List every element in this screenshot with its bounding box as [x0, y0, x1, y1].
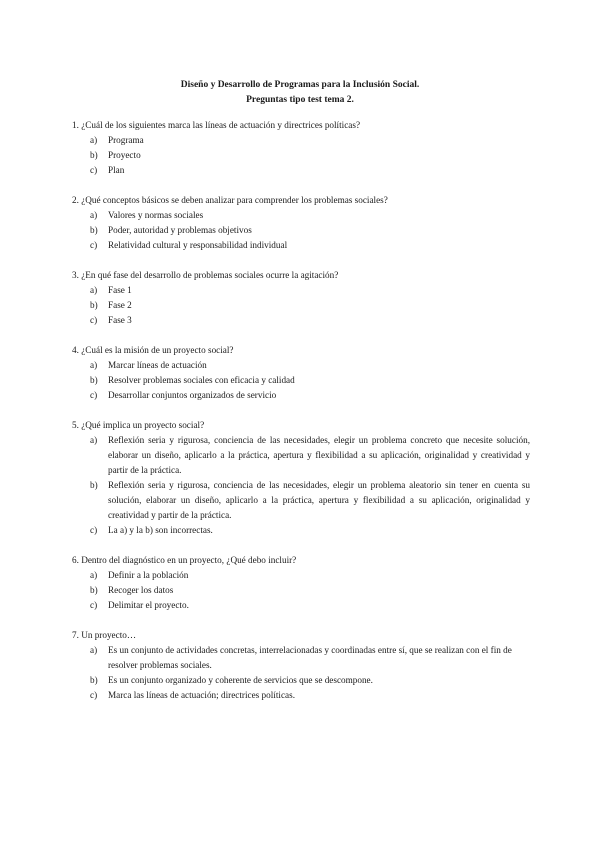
option-a — [72, 643, 530, 673]
option-a — [72, 133, 530, 148]
option-letter: a) — [90, 360, 98, 370]
question-list — [72, 118, 530, 718]
option-text: Resolver problemas sociales con eficacia y calidad — [108, 375, 295, 385]
option-list — [72, 133, 530, 178]
question-3 — [72, 268, 530, 328]
option-text: Programa — [108, 135, 144, 145]
option-letter: a) — [90, 285, 98, 295]
question-1 — [72, 118, 530, 178]
option-text: Es un conjunto de actividades concretas, interrelacionadas y coordinadas entre sí, que se realizan con el fin de resolver problemas sociales. — [108, 645, 512, 670]
option-b — [72, 583, 530, 598]
option-letter: c) — [90, 600, 98, 610]
option-text: Valores y normas sociales — [108, 210, 204, 220]
option-list — [72, 283, 530, 328]
option-letter: b) — [90, 300, 98, 310]
question-text: 4. ¿Cuál es la misión de un proyecto social? — [72, 345, 234, 355]
document-subtitle: Preguntas tipo test tema 2. — [246, 95, 354, 105]
option-text: Definir a la población — [108, 570, 189, 580]
option-letter: a) — [90, 210, 98, 220]
option-list — [72, 358, 530, 403]
question-text: 2. ¿Qué conceptos básicos se deben analizar para comprender los problemas sociales? — [72, 195, 388, 205]
option-b — [72, 673, 530, 688]
option-b — [72, 223, 530, 238]
option-text: Marca las líneas de actuación; directrices políticas. — [108, 690, 295, 700]
question-2 — [72, 193, 530, 253]
option-list — [72, 433, 530, 538]
option-letter: c) — [90, 240, 98, 250]
option-text: Plan — [108, 165, 125, 175]
option-text: Delimitar el proyecto. — [108, 600, 189, 610]
option-letter: b) — [90, 585, 98, 595]
option-text: Reflexión seria y rigurosa, conciencia de las necesidades, elegir un problema concreto que necesite solución, elaborar un diseño, aplicarlo a la práctica, apertura y flexibilidad a su aplicación, originalidad y creatividad y partir de la práctica. — [108, 435, 530, 475]
question-text: 6. Dentro del diagnóstico en un proyecto, ¿Qué debo incluir? — [72, 555, 297, 565]
option-a — [72, 208, 530, 223]
question-text: 3. ¿En qué fase del desarrollo de problemas sociales ocurre la agitación? — [72, 270, 339, 280]
option-list — [72, 208, 530, 253]
option-a — [72, 568, 530, 583]
option-letter: b) — [90, 225, 98, 235]
option-letter: c) — [90, 525, 98, 535]
question-7 — [72, 628, 530, 703]
option-b — [72, 298, 530, 313]
option-c — [72, 238, 530, 253]
option-letter: a) — [90, 570, 98, 580]
option-letter: b) — [90, 150, 98, 160]
option-text: Marcar líneas de actuación — [108, 360, 207, 370]
option-letter: a) — [90, 645, 98, 655]
option-c — [72, 598, 530, 613]
option-text: Fase 3 — [108, 315, 132, 325]
option-b — [72, 148, 530, 163]
question-text: 1. ¿Cuál de los siguientes marca las líneas de actuación y directrices políticas? — [72, 120, 361, 130]
option-c — [72, 523, 530, 538]
option-text: Reflexión seria y rigurosa, conciencia de las necesidades, elegir un problema aleatorio sin tener en cuenta su solución, elaborar un diseño, aplicarlo a la práctica, apertura y flexibilidad a su aplicación, originalidad y creatividad y partir de la práctica. — [108, 480, 530, 520]
option-text: Es un conjunto organizado y coherente de servicios que se descompone. — [108, 675, 373, 685]
option-a — [72, 433, 530, 478]
document-title: Diseño y Desarrollo de Programas para la Inclusión Social. — [180, 80, 420, 90]
option-c — [72, 388, 530, 403]
option-b — [72, 478, 530, 523]
option-text: Fase 2 — [108, 300, 132, 310]
option-list — [72, 643, 530, 703]
option-c — [72, 313, 530, 328]
option-text: La a) y la b) son incorrectas. — [108, 525, 213, 535]
option-letter: c) — [90, 390, 98, 400]
option-text: Recoger los datos — [108, 585, 174, 595]
option-letter: b) — [90, 480, 98, 490]
option-b — [72, 373, 530, 388]
option-c — [72, 163, 530, 178]
option-text: Proyecto — [108, 150, 141, 160]
question-5 — [72, 418, 530, 538]
option-a — [72, 283, 530, 298]
option-a — [72, 358, 530, 373]
option-text: Desarrollar conjuntos organizados de servicio — [108, 390, 277, 400]
question-text: 7. Un proyecto… — [72, 630, 137, 640]
option-text: Poder, autoridad y problemas objetivos — [108, 225, 252, 235]
question-4 — [72, 343, 530, 403]
option-text: Fase 1 — [108, 285, 132, 295]
option-letter: c) — [90, 690, 98, 700]
option-c — [72, 688, 530, 703]
question-6 — [72, 553, 530, 613]
option-letter: b) — [90, 675, 98, 685]
option-letter: b) — [90, 375, 98, 385]
option-list — [72, 568, 530, 613]
option-text: Relatividad cultural y responsabilidad individual — [108, 240, 288, 250]
option-letter: a) — [90, 435, 98, 445]
question-text: 5. ¿Qué implica un proyecto social? — [72, 420, 205, 430]
option-letter: a) — [90, 135, 98, 145]
option-letter: c) — [90, 165, 98, 175]
option-letter: c) — [90, 315, 98, 325]
